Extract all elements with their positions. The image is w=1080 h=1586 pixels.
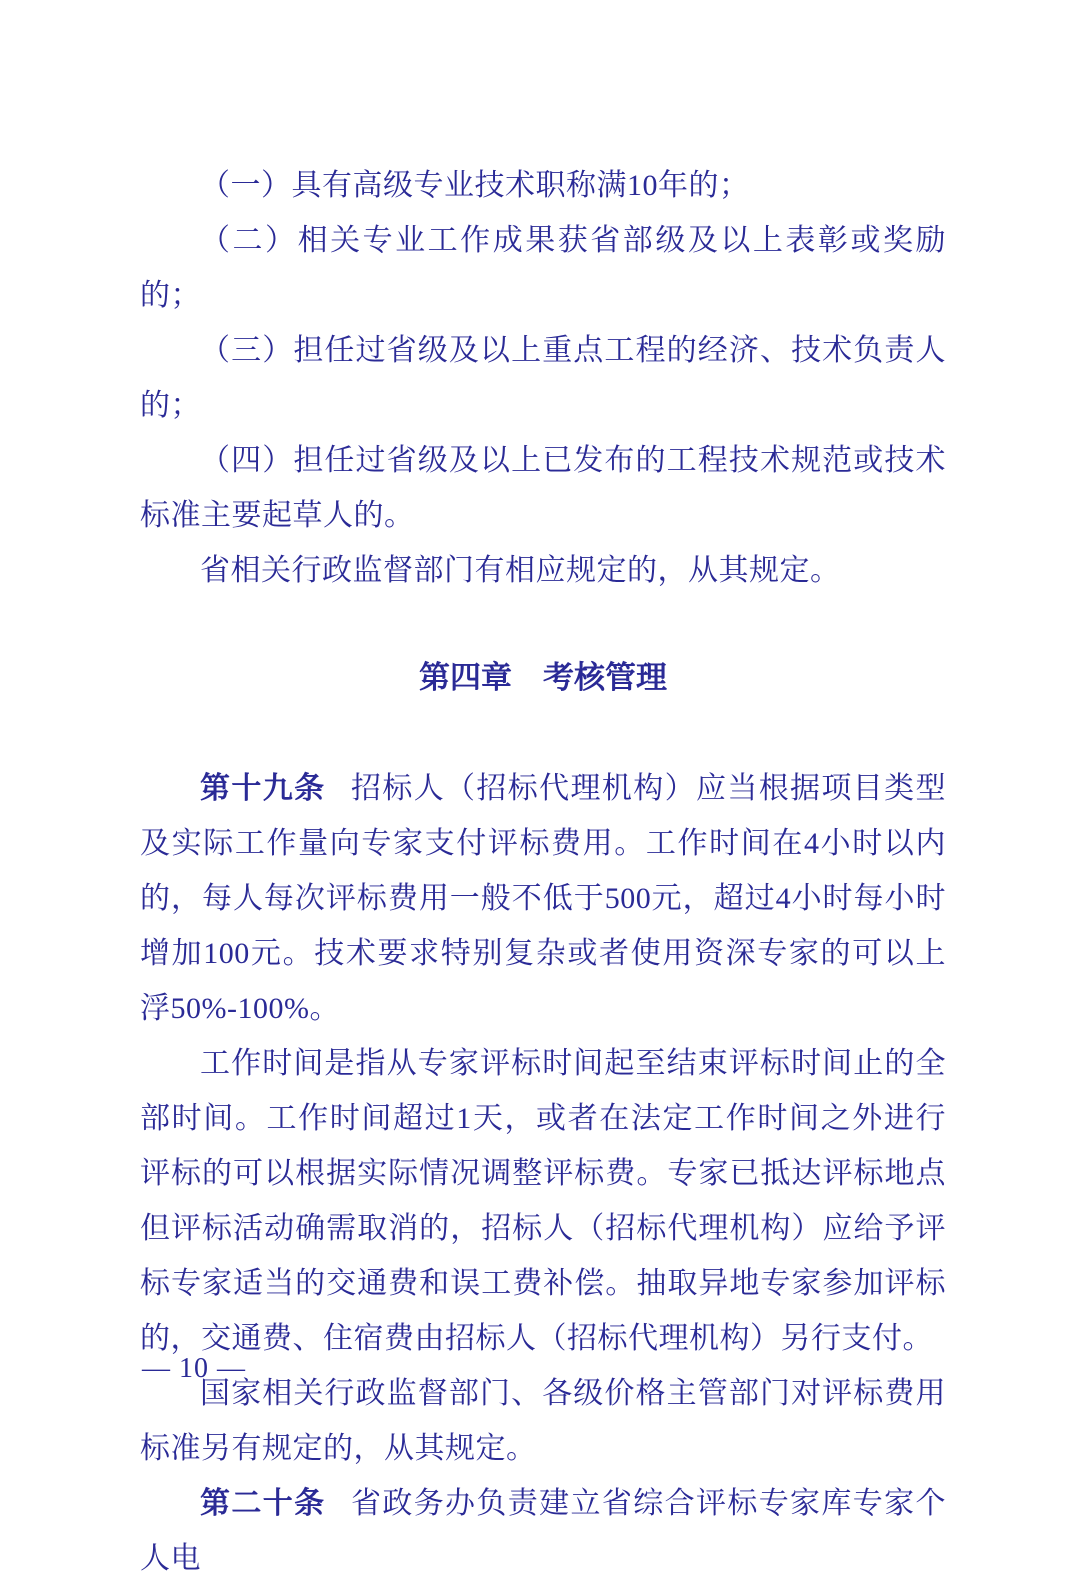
clause-item-4: （四）担任过省级及以上已发布的工程技术规范或技术标准主要起草人的。 [140, 444, 946, 532]
page-number: — 10 — [142, 1353, 246, 1384]
article-19-paragraph-2: 工作时间是指从专家评标时间起至结束评标时间止的全部时间。工作时间超过1天，或者在法定工作时间之外进行评标的可以根据实际情况调整评标费。专家已抵达评标地点但评标活动确需取消的，招标人（招标代理机构）应给予评标专家适当的交通费和误工费补偿。抽取异地专家参加评标的，交通费、住宿费由招标人（招标代理机构）另行支付。 [140, 1047, 946, 1355]
clause-item-3: （三）担任过省级及以上重点工程的经济、技术负责人的； [140, 334, 946, 422]
article-20-label: 第二十条 [200, 1487, 326, 1520]
clause-closing: 省相关行政监督部门有相应规定的，从其规定。 [200, 554, 841, 587]
clause-item-2: （二）相关专业工作成果获省部级及以上表彰或奖励的； [140, 224, 946, 312]
article-19-paragraph-3: 国家相关行政监督部门、各级价格主管部门对评标费用标准另有规定的，从其规定。 [140, 1377, 946, 1465]
clause-item-1: （一）具有高级专业技术职称满10年的； [200, 169, 750, 202]
article-19-paragraph-1 [140, 761, 946, 1036]
article-20-paragraph-1 [140, 1476, 946, 1586]
chapter-heading: 第四章 考核管理 [419, 660, 667, 695]
article-20-paragraph-1-text: 省政务办负责建立省综合评标专家库专家个人电 [140, 1487, 947, 1575]
article-19-paragraph-1-text: 招标人（招标代理机构）应当根据项目类型及实际工作量向专家支付评标费用。工作时间在4小时以内的，每人每次评标费用一般不低于500元，超过4小时每小时增加100元。技术要求特别复杂或者使用资深专家的可以上浮50%-100%。 [140, 772, 947, 1025]
document-content [140, 158, 946, 1586]
article-19-label: 第十九条 [200, 772, 326, 805]
